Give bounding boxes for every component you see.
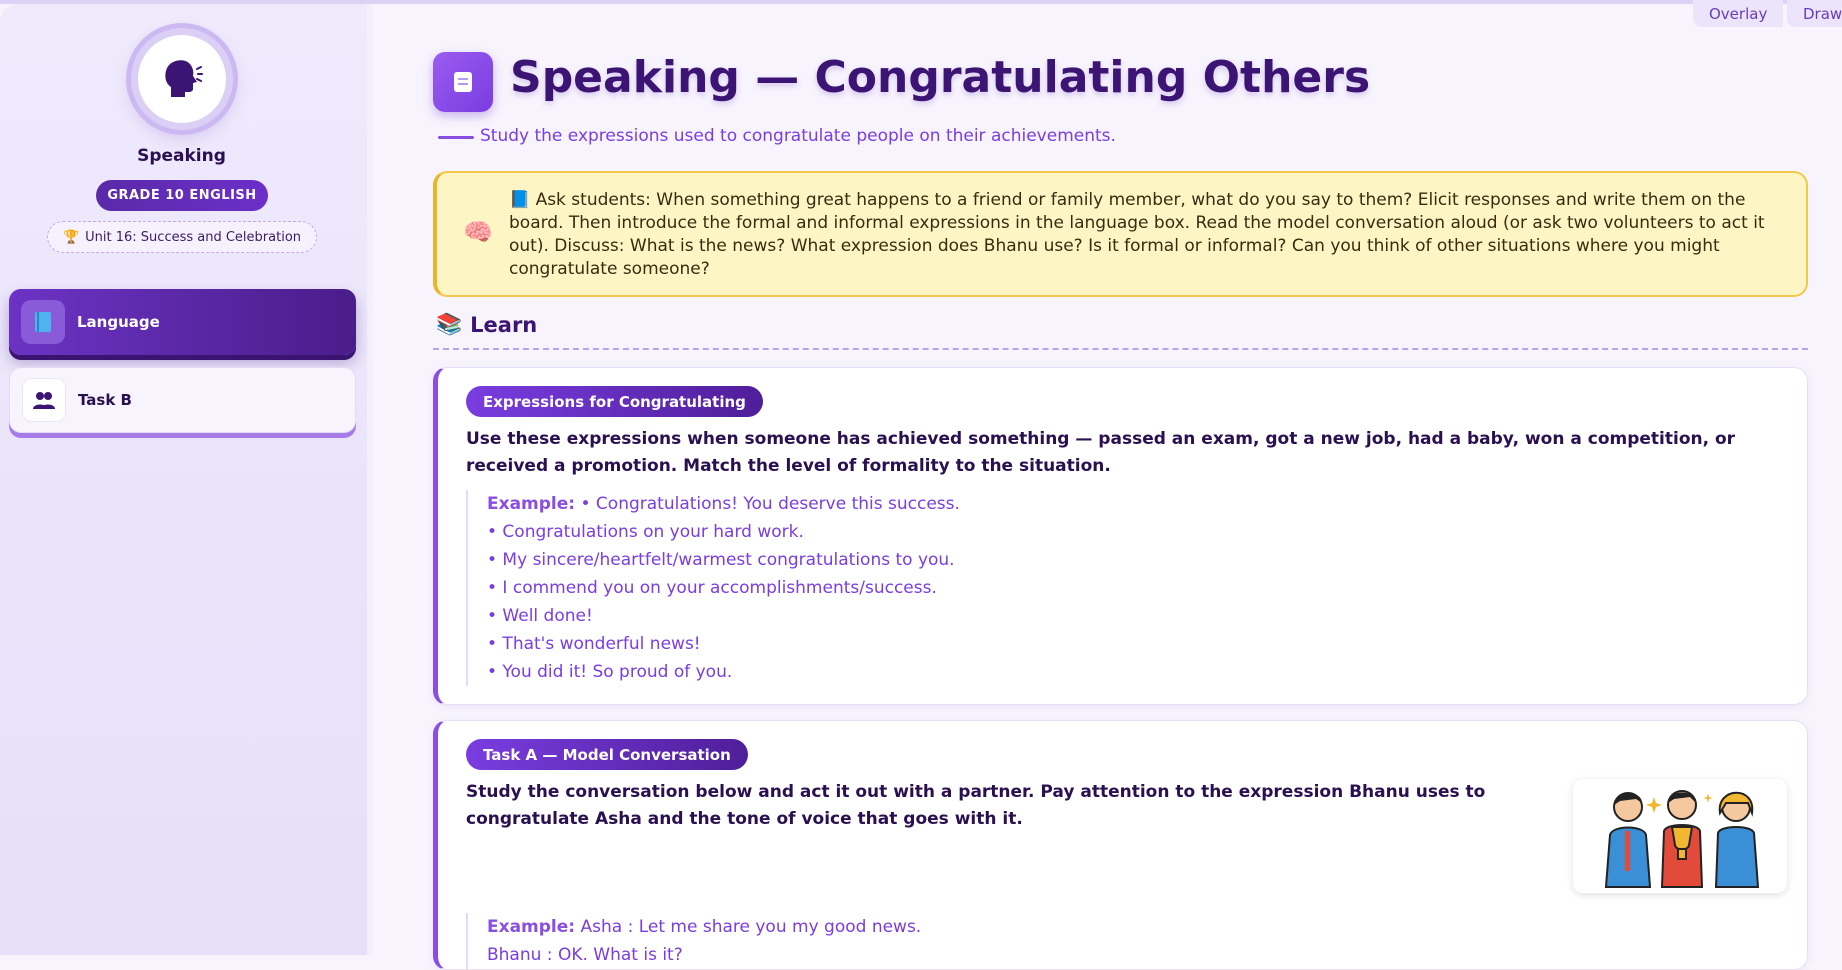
list-item: Example: • Congratulations! You deserve this success. xyxy=(487,494,960,514)
sidebar-item-language[interactable] xyxy=(9,289,356,355)
sidebar xyxy=(0,4,373,955)
document-icon xyxy=(433,52,493,112)
page-subtitle: Study the expressions used to congratulate people on their achievements. xyxy=(480,126,1116,146)
example-label: Example: xyxy=(487,494,576,514)
teacher-note xyxy=(433,171,1808,297)
sidebar-title: Speaking xyxy=(137,146,226,166)
section-heading-learn xyxy=(436,312,537,337)
book-icon xyxy=(21,300,65,344)
card-description: Study the conversation below and act it out with a partner. Pay attention to the expression Bhanu uses to congratulate Asha and the tone of voice that goes with it. xyxy=(466,782,1486,829)
teacher-note-text: 📘 Ask students: When something great happens to a friend or family member, what do you say to them? Elicit responses and write them on the board. Then introduce the formal and informal expressions in the language box. Read the model conversation aloud (or ask two volunteers to act it out). Discuss: What is the news? What expression does Bhanu use? Is it formal or informal? Can you think of other situations where you might congratulate someone? xyxy=(509,190,1765,279)
list-item: • Well done! xyxy=(487,606,593,626)
unit-label: Unit 16: Success and Celebration xyxy=(85,229,302,245)
list-item: • You did it! So proud of you. xyxy=(487,662,733,682)
card-description: Use these expressions when someone has achieved something — passed an exam, got a new job, had a baby, won a competition, or received a promotion. Match the level of formality to the situation. xyxy=(466,429,1736,476)
section-heading-label: Learn xyxy=(470,312,538,337)
sidebar-item-task-b[interactable] xyxy=(9,367,356,433)
brain-icon: 🧠 xyxy=(463,218,493,246)
list-item: Bhanu : OK. What is it? xyxy=(487,945,683,965)
sidebar-item-label: Task B xyxy=(78,391,132,409)
model-conversation-card xyxy=(433,720,1808,970)
grade-badge: GRADE 10 ENGLISH xyxy=(96,180,268,211)
section-divider xyxy=(433,348,1808,350)
page-title: Speaking — Congratulating Others xyxy=(510,52,1371,103)
expressions-card xyxy=(433,367,1808,705)
tab-draw[interactable]: Draw xyxy=(1787,0,1842,27)
list-item: • Congratulations on your hard work. xyxy=(487,522,804,542)
list-item: Example: Asha : Let me share you my good news. xyxy=(487,917,922,937)
trophy-icon: 🏆 xyxy=(62,229,80,245)
example-list xyxy=(466,913,921,969)
list-item: • I commend you on your accomplishments/success. xyxy=(487,578,937,598)
sidebar-item-label: Language xyxy=(77,313,160,331)
example-list xyxy=(466,490,960,686)
unit-badge xyxy=(47,221,317,253)
books-icon: 📚 xyxy=(436,312,463,336)
celebrating-people-illustration xyxy=(1573,779,1787,893)
group-icon xyxy=(22,378,66,422)
speaking-head-icon xyxy=(138,35,226,123)
tab-overlay[interactable]: Overlay xyxy=(1693,0,1783,27)
subtitle-accent xyxy=(438,136,474,139)
list-item: • My sincere/heartfelt/warmest congratulations to you. xyxy=(487,550,955,570)
card-title-pill: Expressions for Congratulating xyxy=(466,386,763,417)
example-label: Example: xyxy=(487,917,576,937)
card-title-pill: Task A — Model Conversation xyxy=(466,739,748,770)
list-item: • That's wonderful news! xyxy=(487,634,701,654)
